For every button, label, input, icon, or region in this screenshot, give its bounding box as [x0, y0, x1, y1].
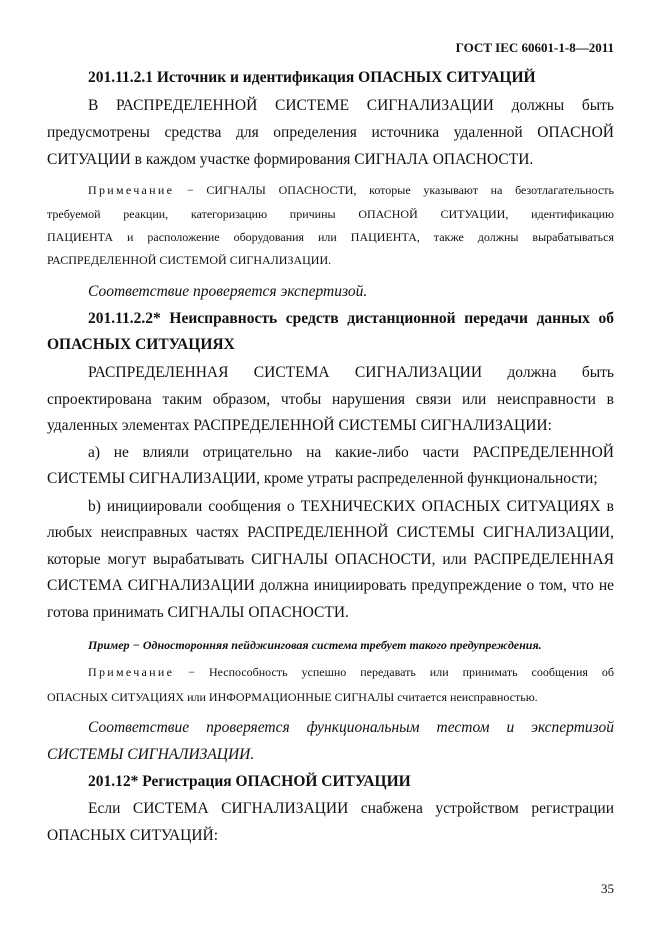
- section-heading-201-11-2-1: 201.11.2.1 Источник и идентификация ОПАСНЫХ СИТУАЦИЙ: [88, 69, 536, 86]
- paragraph-line: удаленных элементах РАСПРЕДЕЛЕННОЙ СИСТЕМЫ СИГНАЛИЗАЦИИ:: [47, 417, 552, 434]
- paragraph-line: Если СИСТЕМА СИГНАЛИЗАЦИИ снабжена устройством регистрации: [88, 800, 614, 817]
- section-heading-201-11-2-2-cont: ОПАСНЫХ СИТУАЦИЯХ: [47, 336, 235, 353]
- paragraph-line: В РАСПРЕДЕЛЕННОЙ СИСТЕМЕ СИГНАЛИЗАЦИИ должны быть: [88, 97, 614, 114]
- note-line: требуемой реакции, категоризацию причины ОПАСНОЙ СИТУАЦИИ, идентификацию: [47, 207, 614, 221]
- note-line: ОПАСНЫХ СИТУАЦИЯХ или ИНФОРМАЦИОННЫЕ СИГНАЛЫ считается неисправностью.: [47, 690, 538, 704]
- compliance-statement: Соответствие проверяется функциональным тестом и экспертизой: [88, 719, 614, 736]
- note-label: Примечание: [88, 665, 175, 679]
- note-text: − Неспособность успешно передавать или принимать сообщения об: [174, 665, 614, 679]
- note-label: Примечание: [88, 183, 175, 197]
- standard-header: ГОСТ IEC 60601-1-8—2011: [455, 40, 614, 55]
- list-item-b-cont: любых неисправных частях РАСПРЕДЕЛЕННОЙ СИСТЕМЫ СИГНАЛИЗАЦИИ,: [47, 524, 614, 541]
- paragraph-line: РАСПРЕДЕЛЕННАЯ СИСТЕМА СИГНАЛИЗАЦИИ должна быть: [88, 364, 614, 381]
- list-item-b-cont: готова принимать СИГНАЛЫ ОПАСНОСТИ.: [47, 604, 349, 621]
- list-item-b-cont: СИСТЕМА СИГНАЛИЗАЦИИ должна инициировать предупреждение о том, что не: [47, 577, 614, 594]
- section-heading-201-11-2-2: 201.11.2.2* Неисправность средств дистанционной передачи данных об: [88, 310, 614, 327]
- compliance-statement-cont: СИСТЕМЫ СИГНАЛИЗАЦИИ.: [47, 746, 255, 763]
- example-line: Пример − Односторонняя пейджинговая система требует такого предупреждения.: [88, 638, 542, 652]
- note-line: [88, 664, 614, 680]
- note-line: РАСПРЕДЕЛЕННОЙ СИСТЕМОЙ СИГНАЛИЗАЦИИ.: [47, 253, 332, 267]
- note-text: − СИГНАЛЫ ОПАСНОСТИ, которые указывают на безотлагательность: [174, 183, 614, 197]
- paragraph-line: предусмотрены средства для определения источника удаленной ОПАСНОЙ: [47, 124, 614, 141]
- paragraph-line: спроектирована таким образом, чтобы нарушения связи или неисправности в: [47, 391, 614, 408]
- paragraph-line: СИТУАЦИИ в каждом участке формирования СИГНАЛА ОПАСНОСТИ.: [47, 151, 534, 168]
- note-line: ПАЦИЕНТА и расположение оборудования или ПАЦИЕНТА, также должны вырабатываться: [47, 230, 614, 244]
- paragraph-line: ОПАСНЫХ СИТУАЦИЙ:: [47, 827, 219, 844]
- page-number: 35: [601, 881, 614, 896]
- note-line: [88, 182, 614, 198]
- list-item-b-cont: которые могут вырабатывать СИГНАЛЫ ОПАСНОСТИ, или РАСПРЕДЕЛЕННАЯ: [47, 551, 614, 568]
- list-item-a: a) не влияли отрицательно на какие-либо части РАСПРЕДЕЛЕННОЙ: [88, 444, 614, 461]
- list-item-a-cont: СИСТЕМЫ СИГНАЛИЗАЦИИ, кроме утраты распределенной функциональности;: [47, 470, 598, 487]
- list-item-b: b) инициировали сообщения о ТЕХНИЧЕСКИХ ОПАСНЫХ СИТУАЦИЯХ в: [88, 498, 614, 515]
- compliance-statement: Соответствие проверяется экспертизой.: [88, 283, 368, 300]
- section-heading-201-12: 201.12* Регистрация ОПАСНОЙ СИТУАЦИИ: [88, 773, 411, 790]
